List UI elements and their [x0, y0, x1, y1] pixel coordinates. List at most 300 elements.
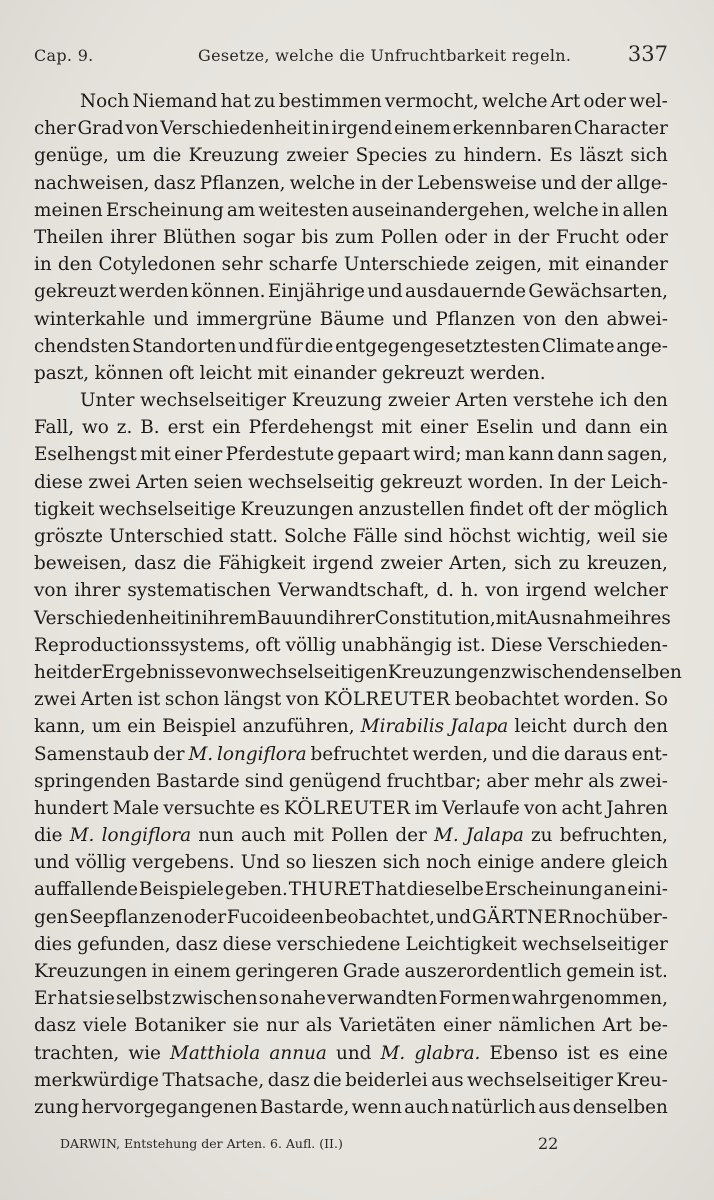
- word: Arten: [136, 471, 189, 493]
- word: wie: [128, 1042, 161, 1064]
- word: dann: [584, 417, 632, 439]
- word: die: [182, 553, 212, 575]
- word: andere: [540, 852, 606, 874]
- word: die: [531, 743, 560, 765]
- word: selbst: [116, 988, 171, 1010]
- word: So: [644, 689, 668, 711]
- word: oder: [183, 906, 227, 928]
- word: trachten,: [34, 1042, 120, 1064]
- word: leicht: [514, 716, 567, 738]
- word: statt.: [229, 526, 279, 547]
- word: Diese: [490, 634, 543, 656]
- word: diese: [34, 471, 83, 493]
- word: verschiedene: [276, 933, 401, 955]
- word: Kreuzung: [188, 145, 280, 167]
- word: werden,: [412, 743, 489, 765]
- word: Kreuzungen: [34, 961, 148, 982]
- word: bestimmen: [278, 91, 382, 112]
- word: läszt: [579, 145, 624, 167]
- word: der: [381, 172, 413, 194]
- running-head: [34, 42, 668, 70]
- word: Er: [34, 988, 57, 1010]
- word: KÖLREUTER: [323, 689, 451, 711]
- word: einem: [394, 118, 451, 140]
- word: in: [34, 254, 52, 276]
- word: in: [312, 118, 330, 140]
- word: Species: [355, 145, 428, 167]
- word: wichtig,: [516, 526, 592, 547]
- word: Constitution,: [374, 607, 496, 629]
- word: gepaart: [337, 444, 410, 466]
- word: sehr: [221, 254, 263, 276]
- word: von: [524, 797, 558, 819]
- word: ihrem: [201, 607, 257, 629]
- text-line: [34, 713, 668, 740]
- word: in: [359, 172, 378, 194]
- text-line: [34, 1040, 668, 1067]
- word: die: [304, 335, 334, 357]
- word: der: [580, 172, 613, 194]
- word: Art: [550, 91, 581, 112]
- word: völlig: [285, 634, 337, 656]
- word: über-: [618, 906, 668, 928]
- word: meinen: [34, 199, 103, 221]
- word: M.: [380, 1042, 406, 1064]
- word: kreuzen,: [586, 553, 668, 575]
- text-line: [34, 387, 668, 414]
- word: gen: [34, 906, 69, 928]
- word: dies: [34, 933, 72, 955]
- word: beweisen,: [34, 553, 128, 575]
- word: glabra.: [414, 1042, 481, 1064]
- text-line: [34, 1067, 668, 1094]
- word: Verschiedenheit: [34, 607, 185, 629]
- word: oft: [527, 498, 554, 520]
- word: denselben: [572, 1096, 668, 1118]
- word: Arten: [455, 390, 508, 412]
- word: den: [633, 390, 668, 412]
- word: Jalapa: [450, 716, 509, 738]
- word: noch: [426, 852, 472, 874]
- word: Unterschiede: [343, 254, 470, 276]
- word: wechselseitiger: [140, 390, 287, 412]
- word: und: [392, 308, 428, 330]
- word: Ausnahme: [526, 607, 624, 629]
- word: auszerordentlich: [404, 961, 562, 982]
- text-line: [34, 224, 668, 251]
- word: völlig: [75, 852, 127, 874]
- word: bis: [301, 226, 329, 248]
- word: Pflanzen: [435, 308, 516, 330]
- word: befruchten,: [559, 825, 668, 847]
- word: ange-: [616, 335, 668, 357]
- word: in: [151, 961, 170, 982]
- word: Verlaufe: [442, 797, 520, 819]
- word: zwei: [34, 689, 77, 711]
- word: Pferdehengst: [248, 417, 374, 439]
- word: von: [285, 689, 320, 711]
- word: kann,: [34, 716, 86, 738]
- word: beobachtet,: [324, 906, 435, 928]
- word: Thatsache,: [162, 1069, 265, 1091]
- word: können.: [191, 281, 266, 303]
- text-line: [34, 115, 668, 142]
- text-line: [34, 360, 668, 387]
- word: irgend: [331, 118, 393, 140]
- word: zweier: [380, 553, 443, 575]
- word: welcher: [593, 580, 668, 602]
- text-line: [34, 768, 668, 795]
- word: geben.: [224, 879, 288, 901]
- word: sagen,: [607, 444, 668, 466]
- word: wel-: [629, 91, 668, 112]
- word: Jalapa: [465, 825, 524, 847]
- word: natürlich: [451, 1096, 537, 1118]
- word: und: [238, 335, 274, 357]
- word: wenn: [351, 1096, 402, 1118]
- word: ent-: [631, 743, 668, 765]
- word: Kreu-: [616, 1069, 668, 1091]
- word: einige: [477, 852, 535, 874]
- word: von: [125, 118, 159, 140]
- word: und: [153, 308, 189, 330]
- word: der: [557, 498, 590, 520]
- word: nämlichen: [498, 1015, 596, 1037]
- word: Bäume: [319, 308, 385, 330]
- word: von: [34, 580, 68, 602]
- word: dasz: [175, 933, 218, 955]
- word: hat: [57, 988, 88, 1010]
- word: in: [601, 199, 620, 221]
- word: denselben: [586, 661, 682, 683]
- word: wechselseitigen: [238, 661, 388, 683]
- word: Beispiele: [138, 879, 224, 901]
- word: zu: [558, 553, 581, 575]
- word: Climate: [542, 335, 615, 357]
- word: Grad: [77, 118, 124, 140]
- word: an: [603, 879, 627, 901]
- word: Niemand: [132, 91, 218, 112]
- word: wechselseitige: [98, 498, 236, 520]
- word: Unter: [80, 390, 135, 412]
- word: ausdauernde: [405, 281, 527, 303]
- word: leicht: [199, 362, 252, 384]
- word: Art: [602, 1015, 632, 1037]
- word: von: [523, 308, 557, 330]
- word: allge-: [616, 172, 668, 194]
- word: findet: [469, 498, 524, 520]
- word: acht: [561, 797, 603, 819]
- word: Einjährige: [267, 281, 365, 303]
- word: sind: [403, 526, 443, 547]
- word: ist.: [457, 634, 486, 656]
- word: KÖLREUTER: [283, 797, 411, 819]
- word: zweier: [286, 145, 349, 167]
- word: winterkahle: [34, 308, 146, 330]
- word: ich: [599, 390, 628, 412]
- word: Bau: [256, 607, 294, 629]
- word: verwandten: [327, 988, 438, 1010]
- word: am: [226, 199, 256, 221]
- word: von: [205, 661, 239, 683]
- word: Male: [112, 797, 160, 819]
- chapter-label: Cap. 9.: [34, 46, 94, 65]
- word: der: [70, 661, 102, 683]
- word: lieszen: [312, 852, 377, 874]
- word: worden.: [467, 471, 544, 493]
- text-line: [34, 441, 668, 468]
- word: auch: [404, 1096, 450, 1118]
- word: Arten,: [449, 553, 508, 575]
- word: der: [573, 471, 606, 493]
- text-line: [34, 795, 668, 822]
- word: nachweisen,: [34, 172, 150, 194]
- word: vergebens.: [132, 852, 235, 874]
- word: zwei-: [619, 770, 668, 792]
- word: Pflanzen,: [199, 172, 286, 194]
- text-line: [34, 1012, 668, 1039]
- word: Fall,: [34, 417, 75, 439]
- word: anzustellen: [358, 498, 465, 520]
- word: die: [313, 1069, 342, 1091]
- word: wechselseitiger: [522, 933, 668, 955]
- word: seien: [193, 471, 243, 493]
- word: wechselseitiger: [467, 1069, 613, 1091]
- word: beobachtet: [454, 689, 560, 711]
- word: so: [258, 988, 280, 1010]
- page-footer: [60, 1134, 580, 1156]
- word: Verschieden-: [547, 634, 668, 656]
- word: Unterschied: [109, 526, 224, 547]
- word: und: [293, 607, 329, 629]
- word: oder: [625, 226, 668, 248]
- word: ist: [137, 689, 161, 711]
- word: einer: [419, 417, 469, 439]
- word: weil: [597, 526, 636, 547]
- word: verstehe: [513, 390, 594, 412]
- word: schon: [164, 689, 220, 711]
- word: in: [493, 226, 512, 248]
- word: Beispiel: [162, 716, 237, 738]
- word: in: [184, 607, 202, 629]
- text-line: [34, 496, 668, 523]
- word: hindern.: [463, 145, 543, 167]
- body-text: [34, 88, 682, 1121]
- word: zwischen: [171, 988, 258, 1010]
- word: und: [435, 906, 472, 928]
- word: und: [492, 743, 528, 765]
- word: von: [485, 580, 519, 602]
- word: Es: [549, 145, 573, 167]
- sheet-number: 22: [538, 1134, 559, 1153]
- word: um: [116, 145, 146, 167]
- word: longiflora: [101, 825, 192, 847]
- word: immergrüne: [196, 308, 312, 330]
- word: weitesten: [258, 199, 349, 221]
- word: zu: [530, 825, 553, 847]
- word: auffallende: [34, 879, 138, 901]
- word: dasz: [153, 172, 196, 194]
- text-line: [34, 605, 671, 632]
- word: irgend: [525, 580, 587, 602]
- text-line: [34, 306, 668, 333]
- word: mit: [381, 417, 412, 439]
- word: man: [464, 444, 506, 466]
- word: Verwandtschaft,: [277, 580, 430, 602]
- word: Bastarde,: [259, 1096, 350, 1118]
- word: heit: [34, 661, 71, 683]
- word: eine: [628, 1042, 668, 1064]
- word: geringeren: [235, 961, 339, 982]
- word: und: [34, 852, 70, 874]
- word: einem: [173, 961, 231, 982]
- word: wechselseitig: [248, 471, 375, 493]
- word: irgend: [312, 553, 374, 575]
- word: Lebensweise: [416, 172, 537, 194]
- word: Matthiola: [170, 1042, 261, 1064]
- word: Blüthen: [162, 226, 237, 248]
- word: Reproductionssystems,: [34, 634, 251, 656]
- word: und: [541, 417, 577, 439]
- text-line: [34, 985, 668, 1012]
- word: be-: [639, 1015, 668, 1037]
- word: longiflora: [217, 743, 307, 765]
- word: fruchtbar;: [386, 770, 482, 792]
- word: Leichtigkeit: [405, 933, 517, 955]
- page-number: 337: [627, 42, 668, 66]
- word: Kreuzung: [291, 390, 383, 412]
- word: ist: [567, 1042, 590, 1064]
- word: einer: [174, 444, 223, 466]
- word: nun: [198, 825, 234, 847]
- word: Solche: [284, 526, 347, 547]
- word: ist.: [639, 961, 668, 982]
- word: Theilen: [34, 226, 104, 248]
- word: Erscheinung: [105, 199, 224, 221]
- word: den: [57, 254, 93, 276]
- word: erst: [167, 417, 205, 439]
- word: sie: [641, 526, 668, 547]
- word: der: [517, 226, 550, 248]
- word: scharfe: [268, 254, 338, 276]
- word: gleich: [611, 852, 668, 874]
- word: die: [152, 145, 182, 167]
- word: Standorten: [131, 335, 237, 357]
- word: ein: [127, 716, 156, 738]
- word: längst: [224, 689, 282, 711]
- word: welche: [482, 91, 548, 112]
- word: oder: [444, 226, 487, 248]
- word: Frucht: [555, 226, 619, 248]
- word: noch: [572, 906, 618, 928]
- word: worden.: [563, 689, 640, 711]
- word: mehr: [533, 770, 583, 792]
- word: erkennbaren: [452, 118, 573, 140]
- word: dasz: [34, 1015, 76, 1037]
- word: unabhängig: [341, 634, 453, 656]
- word: Fucoideen: [226, 906, 325, 928]
- word: Pollen: [380, 226, 438, 248]
- text-line: [34, 550, 668, 577]
- word: ihrer: [110, 226, 157, 248]
- word: zu: [253, 91, 276, 112]
- word: auch: [241, 825, 286, 847]
- word: mit: [293, 825, 324, 847]
- word: gröszte: [34, 526, 104, 547]
- word: werden: [118, 281, 189, 303]
- word: sogar: [242, 226, 295, 248]
- word: einander: [293, 362, 377, 384]
- word: Botaniker: [134, 1015, 226, 1037]
- word: werden.: [469, 362, 546, 384]
- word: systematischen: [127, 580, 271, 602]
- word: sind: [244, 770, 284, 792]
- word: ihres: [623, 607, 671, 629]
- word: paszt,: [34, 362, 90, 384]
- word: wo: [82, 417, 109, 439]
- word: In: [549, 471, 569, 493]
- text-line: [34, 142, 668, 169]
- word: sich: [514, 553, 552, 575]
- word: M.: [69, 825, 95, 847]
- word: zu: [434, 145, 457, 167]
- word: aus: [431, 1069, 464, 1091]
- word: THURET: [288, 879, 375, 901]
- text-line: [34, 849, 668, 876]
- word: Eselhengst: [34, 444, 137, 466]
- word: gekreuzt: [34, 281, 117, 303]
- word: oft: [255, 634, 281, 656]
- word: es: [259, 797, 280, 819]
- word: aus: [538, 1096, 571, 1118]
- text-line: [34, 904, 668, 931]
- word: Und: [240, 852, 280, 874]
- word: sie: [88, 988, 115, 1010]
- word: M.: [434, 825, 459, 847]
- word: zwischen: [501, 661, 587, 683]
- text-line: [34, 251, 668, 278]
- word: und: [541, 172, 577, 194]
- word: mit: [257, 362, 288, 384]
- word: ihrer: [74, 580, 121, 602]
- word: viele: [83, 1015, 127, 1037]
- word: Pferdestute: [225, 444, 335, 466]
- word: abwei-: [606, 308, 668, 330]
- word: wahrgenommen,: [511, 988, 668, 1010]
- word: z.: [116, 417, 133, 439]
- word: aber: [486, 770, 529, 792]
- word: Arten: [80, 689, 133, 711]
- text-line: [34, 414, 668, 441]
- word: möglich: [593, 498, 668, 520]
- word: M.: [188, 743, 214, 765]
- word: durch: [572, 716, 628, 738]
- word: für: [275, 335, 303, 357]
- word: GÄRTNER: [471, 906, 572, 928]
- word: ihrer: [328, 607, 375, 629]
- word: allen: [622, 199, 668, 221]
- word: oft: [168, 362, 195, 384]
- word: Seepflanzen: [69, 906, 183, 928]
- word: einander: [585, 254, 668, 276]
- word: höchst: [448, 526, 511, 547]
- word: um: [91, 716, 122, 738]
- word: sich: [630, 145, 668, 167]
- word: anzuführen,: [242, 716, 355, 738]
- word: gekreuzt: [379, 471, 463, 493]
- word: Ebenso: [489, 1042, 558, 1064]
- word: Character: [573, 118, 668, 140]
